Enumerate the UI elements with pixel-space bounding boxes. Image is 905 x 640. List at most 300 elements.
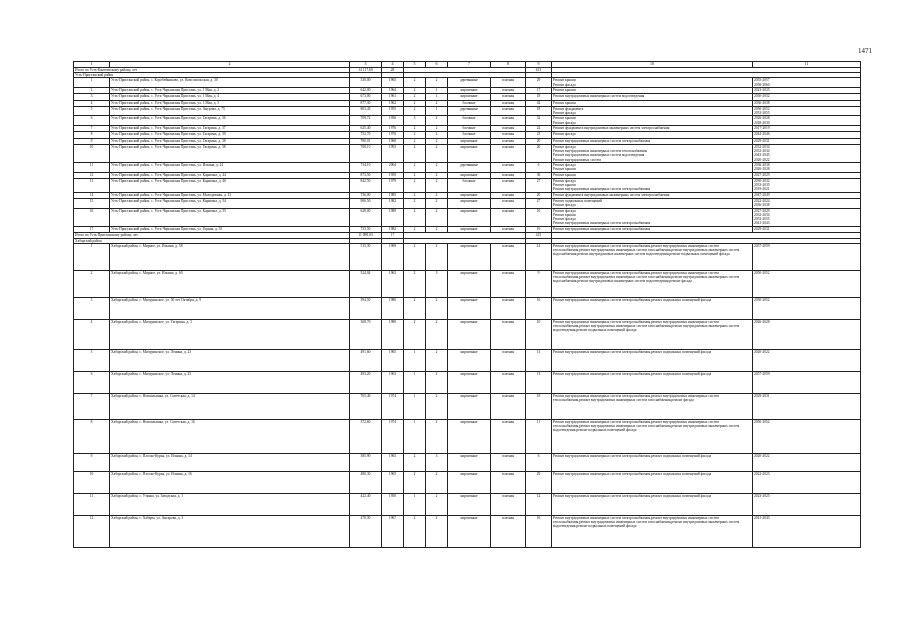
works (552, 78, 753, 88)
floors: 2 (404, 94, 426, 100)
wall-material: кирпичные (448, 192, 491, 198)
residents: 14 (526, 243, 552, 270)
address: Хабарский район, с. Мичуринское, ул. 50 лет Октября, д. 9 (110, 297, 350, 319)
residents: 20 (526, 192, 552, 198)
ownership: платная (491, 297, 526, 319)
wall-material: кирпичные (448, 88, 491, 94)
floors: 1 (404, 393, 426, 419)
entrances: 3 (426, 453, 448, 471)
floors: 1 (404, 419, 426, 453)
year: 1959 (382, 172, 404, 178)
section-total: 613 (526, 68, 552, 73)
wall-material: кирпичные (448, 144, 491, 162)
floors: 2 (404, 319, 426, 349)
wall-material: кирпичные (448, 172, 491, 178)
residents: 12 (526, 493, 552, 515)
years (753, 106, 861, 116)
section-title: Хабарский район (74, 238, 350, 243)
area: 394,50 (350, 297, 382, 319)
work-years: 2027-2029 (754, 172, 770, 177)
work-item: Ремонт внутридомовых инженерных систем водоотведения (553, 94, 645, 99)
ownership: платная (491, 227, 526, 233)
area: 733,50 (350, 227, 382, 233)
address: Хабарский район, с. Новоильинка, ул. Советская, д. 16 (110, 419, 350, 453)
entrances: 2 (426, 297, 448, 319)
area: 842,50 (350, 179, 382, 193)
residents: 13 (526, 349, 552, 371)
section-count: 28 (382, 68, 404, 73)
address: Усть-Пристанский район, с. Усть-Чарышская Пристань, ул. 1 Мая, д. 2 (110, 88, 350, 94)
floors: 2 (404, 179, 426, 193)
address: Усть-Пристанский район, с. Усть-Чарышская Пристань, ул. 1 Мая, д. 4 (110, 94, 350, 100)
column-number: 11 (753, 62, 861, 68)
year: 1979 (382, 179, 404, 193)
work-item: Ремонт крыши (553, 172, 576, 177)
year: 1963 (382, 270, 404, 297)
table-row (74, 144, 861, 162)
work-item: Ремонт крыши (553, 88, 576, 92)
table-row (74, 515, 861, 547)
table-row (74, 319, 861, 349)
year: 1974 (382, 419, 404, 453)
years: 2050-2052 (753, 270, 861, 297)
work-item: Ремонт крыши (553, 183, 576, 188)
residents: 18 (526, 393, 552, 419)
entrances: 2 (426, 172, 448, 178)
table-row (74, 453, 861, 471)
entrances: 2 (426, 163, 448, 173)
row-number: 11 (74, 163, 110, 173)
row-number: 5 (74, 106, 110, 116)
year: 1980 (382, 297, 404, 319)
wall-material: кирпичные (448, 393, 491, 419)
floors: 2 (404, 138, 426, 144)
column-number: 1 (74, 62, 110, 68)
entrances: 2 (426, 371, 448, 393)
year: 2004 (382, 163, 404, 173)
year: 1976 (382, 132, 404, 138)
year: 1989 (382, 208, 404, 226)
floors: 2 (404, 199, 426, 209)
area: 628,00 (350, 208, 382, 226)
address: Хабарский район, с. Мирное, ул. Ильина, д. 60 (110, 270, 350, 297)
ownership: платная (491, 515, 526, 547)
section-area: 14 117,69 (350, 68, 382, 73)
table-row (74, 208, 861, 226)
row-number: 8 (74, 419, 110, 453)
entrances: 2 (426, 132, 448, 138)
works: Ремонт внутридомовых инженерных систем электроснабжения,ремонт подвальных помещений фасада (552, 349, 753, 371)
residents: 42 (526, 100, 552, 106)
floors: 2 (404, 515, 426, 547)
year: 1968 (382, 138, 404, 144)
area: 736,00 (350, 192, 382, 198)
row-number: 16 (74, 208, 110, 226)
column-number: 10 (552, 62, 753, 68)
works: Ремонт внутридомовых инженерных систем электроснабжения,ремонт внутридомовых инженерных систем теплоснабжения,ремонт внутридомовых инженерных систем газоснабжения,ремонт фасада (552, 393, 753, 419)
address: Усть-Пристанский район, с. Коробейниково, ул. Комсомольская, д. 30 (110, 78, 350, 88)
area: 673,00 (350, 94, 382, 100)
entrances: 2 (426, 126, 448, 132)
works (552, 144, 753, 162)
column-number: 9 (526, 62, 552, 68)
area: 734,10 (350, 163, 382, 173)
address: Усть-Пристанский район, с. Усть-Чарышская Пристань, ул. Гагарина, д. 37 (110, 126, 350, 132)
floors: 2 (404, 270, 426, 297)
years (753, 163, 861, 173)
year: 1976 (382, 126, 404, 132)
column-number: 6 (426, 62, 448, 68)
address: Усть-Пристанский район, с. Усть-Чарышская Пристань, ул. Горная, д. 55 (110, 227, 350, 233)
work-years: 2019-2021 (754, 187, 770, 192)
years (753, 78, 861, 88)
address: Хабарский район, с. Плоско-Курья, ул. Ильина, д. 16 (110, 471, 350, 493)
row-number: 3 (74, 94, 110, 100)
table-row (74, 349, 861, 371)
entrances: 2 (426, 227, 448, 233)
residents: 16 (526, 227, 552, 233)
table-row (74, 179, 861, 193)
entrances: 2 (426, 243, 448, 270)
residents: 23 (526, 132, 552, 138)
area: 877,30 (350, 100, 382, 106)
area: 368,70 (350, 319, 382, 349)
floors: 2 (404, 471, 426, 493)
capital-repair-table (73, 61, 860, 548)
ownership: платная (491, 78, 526, 88)
address: Усть-Пристанский район, с. Усть-Чарышская Пристань, ул. Карягина, д. 44 (110, 172, 350, 178)
wall-material: кирпичные (448, 94, 491, 100)
floors: 2 (404, 192, 426, 198)
years: 2050-2052 (753, 297, 861, 319)
work-years: 2036-2038 (754, 163, 770, 168)
entrances: 2 (426, 199, 448, 209)
work-item: Ремонт внутридомовых инженерных систем теплоснабжения (553, 149, 648, 154)
ownership: платная (491, 116, 526, 126)
wall-material: деревянные (448, 106, 491, 116)
wall-material: кирпичные (448, 419, 491, 453)
works (552, 208, 753, 226)
row-number: 6 (74, 371, 110, 393)
row-number: 6 (74, 116, 110, 126)
entrances: 2 (426, 192, 448, 198)
row-number: 1 (74, 78, 110, 88)
residents: 6 (526, 163, 552, 173)
years: 2057-2059 (753, 243, 861, 270)
area: 491,60 (350, 349, 382, 371)
work-item: Ремонт внутридомовых систем (553, 157, 601, 162)
works: Ремонт внутридомовых инженерных систем электроснабжения,ремонт внутридомовых инженерных систем теплоснабжения,ремонт внутридомовых инженерных систем газоснабжения,ремонт внутридомовых инженерных систем водоотведения,ремонт подвальных помещений фасада (552, 515, 753, 547)
year: 1969 (382, 243, 404, 270)
table-row (74, 199, 861, 209)
wall-material: блочные (448, 116, 491, 126)
works: Ремонт внутридомовых инженерных систем электроснабжения,ремонт внутридомовых инженерных систем теплоснабжения,ремонт внутридомовых инженерных систем газоснабжения,ремонт внутридомовых инженерных систем водоотведения,ремонт подвальных помещений фасада (552, 419, 753, 453)
residents: 27 (526, 179, 552, 193)
years (753, 179, 861, 193)
entrances: 2 (426, 393, 448, 419)
work-item: Ремонт крыши (553, 78, 576, 83)
floors: 2 (404, 126, 426, 132)
area: 515,30 (350, 243, 382, 270)
wall-material: кирпичные (448, 270, 491, 297)
work-years: 2026-2028 (754, 167, 770, 172)
address: Хабарский район, с. Мичуринское, ул. Ленина, д. 23 (110, 349, 350, 371)
entrances: 2 (426, 116, 448, 126)
work-years: 2041-2043 (754, 221, 770, 226)
table-row (74, 116, 861, 126)
floors: 2 (404, 163, 426, 173)
address: Хабарский район, с. Мичуринское, ул. Гагарина, д. 3 (110, 319, 350, 349)
residents: 18 (526, 94, 552, 100)
area: 625,40 (350, 126, 382, 132)
year: 1955 (382, 106, 404, 116)
row-number: 10 (74, 144, 110, 162)
area: 493,20 (350, 371, 382, 393)
ownership: платная (491, 138, 526, 144)
ownership: платная (491, 493, 526, 515)
row-number: 2 (74, 270, 110, 297)
area: 803,43 (350, 106, 382, 116)
area: 422,40 (350, 493, 382, 515)
years: 2041-2043 (753, 515, 861, 547)
work-item: Ремонт фундамента внутридомовых инженерных систем электроснабжения (553, 126, 670, 131)
column-number: 7 (448, 62, 491, 68)
row-number: 17 (74, 227, 110, 233)
ownership: платная (491, 243, 526, 270)
area: 709,72 (350, 116, 382, 126)
row-number: 9 (74, 453, 110, 471)
residents: 20 (526, 144, 552, 162)
work-item: Ремонт фасада (553, 217, 576, 222)
floors: 2 (404, 243, 426, 270)
residents: 9 (526, 270, 552, 297)
work-item: Ремонт крыши (553, 167, 576, 172)
row-number: 13 (74, 179, 110, 193)
residents: 22 (526, 126, 552, 132)
wall-material: кирпичные (448, 208, 491, 226)
work-years: 2032-2034 (754, 213, 770, 218)
years: 2020-2022 (753, 349, 861, 371)
address: Усть-Пристанский район, с. Усть-Чарышская Пристань, ул. Карягина, д. 54 (110, 199, 350, 209)
work-years: 2029-2031 (754, 138, 770, 143)
year: 1963 (382, 371, 404, 393)
work-item: Ремонт внутридомовых инженерных систем электроснабжения (553, 187, 651, 192)
work-years: 2033-2035 (754, 183, 770, 188)
work-years: 2023-2025 (754, 88, 770, 92)
table-row (74, 297, 861, 319)
works: Ремонт внутридомовых инженерных систем электроснабжения,ремонт внутридомовых инженерных систем теплоснабжения,ремонт внутридомовых инженерных систем газоснабжения,ремонт внутридомовых инженерных систем водоотведения,ремонт подвальных помещений фасада (552, 319, 753, 349)
table-row (74, 243, 861, 270)
ownership: платная (491, 144, 526, 162)
ownership: платная (491, 106, 526, 116)
year: 1965 (382, 471, 404, 493)
row-number: 15 (74, 199, 110, 209)
floors: 2 (404, 144, 426, 162)
address: Усть-Пристанский район, с. Усть-Чарышская Пристань, ул. Анурова, д. 75 (110, 106, 350, 116)
floors: 2 (404, 453, 426, 471)
wall-material: кирпичные (448, 243, 491, 270)
address: Хабарский район, с. Мичуринское, ул. Ленина, д. 25 (110, 371, 350, 393)
address: Хабарский район, с. Мирное, ул. Ильина, д. 58 (110, 243, 350, 270)
work-item: Ремонт фундамента внутридомовых инженерных систем электроснабжения (553, 192, 670, 197)
area: 642,00 (350, 88, 382, 94)
entrances: 2 (426, 78, 448, 88)
address: Хабарский район, с. Новоильинка, ул. Советская, д. 14 (110, 393, 350, 419)
ownership: платная (491, 126, 526, 132)
table-row (74, 163, 861, 173)
year: 1974 (382, 393, 404, 419)
work-item: Ремонт фасада (553, 82, 576, 87)
year: 1965 (382, 349, 404, 371)
year: 1982 (382, 227, 404, 233)
years: 2022-2023 (753, 471, 861, 493)
work-item: Ремонт внутридомовых инженерных систем электроснабжения (553, 221, 651, 226)
works (552, 106, 753, 116)
table-row (74, 78, 861, 88)
section-area: 11 098,03 (350, 233, 382, 238)
row-number: 4 (74, 100, 110, 106)
residents: 29 (526, 78, 552, 88)
years: 2023-2025 (753, 493, 861, 515)
year: 1963 (382, 453, 404, 471)
table-row (74, 419, 861, 453)
column-number: 5 (404, 62, 426, 68)
address: Хабарский район, с. Утянка, ул. Заводская, д. 1 (110, 493, 350, 515)
work-item: Ремонт фасада (553, 111, 576, 116)
work-years: 2058-2060 (754, 82, 770, 87)
row-number: 12 (74, 515, 110, 547)
floors: 2 (404, 106, 426, 116)
entrances: 2 (426, 349, 448, 371)
wall-material: блочные (448, 132, 491, 138)
ownership: платная (491, 172, 526, 178)
ownership: платная (491, 100, 526, 106)
row-number: 12 (74, 172, 110, 178)
entrances: 2 (426, 419, 448, 453)
entrances: 1 (426, 88, 448, 94)
page-number: 1471 (858, 47, 872, 55)
works: Ремонт внутридомовых инженерных систем электроснабжения,ремонт внутридомовых инженерных систем теплоснабжения,ремонт внутридомовых инженерных систем газоснабжения,ремонт внутридомовых инженерных систем водоснабжения,ремонт внутридомовых инженерных систем водоотведения,ремонт фасада (552, 270, 753, 297)
address: Усть-Пристанский район, с. Усть-Чарышская Пристань, ул. Карягина, д. 46 (110, 179, 350, 193)
residents: 17 (526, 88, 552, 94)
floors: 1 (404, 493, 426, 515)
ownership: платная (491, 349, 526, 371)
work-years: 2028-2030 (754, 120, 770, 125)
floors: 2 (404, 78, 426, 88)
residents: 10 (526, 319, 552, 349)
section-total: 415 (526, 233, 552, 238)
entrances: 1 (426, 106, 448, 116)
work-years: 2026-2028 (754, 116, 770, 121)
work-item: Ремонт фасада (553, 163, 576, 168)
wall-material: кирпичные (448, 227, 491, 233)
column-number: 2 (110, 62, 350, 68)
row-number: 11 (74, 493, 110, 515)
area: 708,10 (350, 144, 382, 162)
residents: 27 (526, 199, 552, 209)
residents: 6 (526, 453, 552, 471)
work-item: Ремонт внутридомовых инженерных систем водоотведения (553, 153, 645, 158)
address: Хабарский район, с. Хабары, ул. Ангарова, д. 3 (110, 515, 350, 547)
entrances: 2 (426, 493, 448, 515)
row-number: 9 (74, 138, 110, 144)
row-number: 7 (74, 393, 110, 419)
work-item: Ремонт фасада (553, 208, 576, 213)
row-number: 10 (74, 471, 110, 493)
floors: 2 (404, 297, 426, 319)
year: 1965 (382, 78, 404, 88)
work-years: 2047-2049 (754, 192, 770, 197)
works: Ремонт внутридомовых инженерных систем электроснабжения,ремонт подвальных помещений фасада (552, 297, 753, 319)
years: 2020-2022 (753, 453, 861, 471)
work-years: 2030-2032 (754, 94, 770, 99)
wall-material: блочные (448, 100, 491, 106)
years: 2029-2031 (753, 393, 861, 419)
wall-material: кирпичные (448, 471, 491, 493)
wall-material: кирпичные (448, 297, 491, 319)
wall-material: кирпичные (448, 199, 491, 209)
wall-material: кирпичные (448, 349, 491, 371)
works: Ремонт внутридомовых инженерных систем электроснабжения,ремонт внутридомовых инженерных систем теплоснабжения,ремонт внутридомовых инженерных систем газоснабжения,ремонт внутридомовых инженерных систем водоснабжения,ремонт внутридомовых инженерных систем водоотведения,ремонт подвальных помещений фасада (552, 243, 753, 270)
row-number: 5 (74, 349, 110, 371)
entrances: 1 (426, 94, 448, 100)
year: 1950 (382, 493, 404, 515)
ownership: платная (491, 192, 526, 198)
work-years: 2036-2038 (754, 203, 770, 208)
floors: 3 (404, 116, 426, 126)
entrances: 2 (426, 515, 448, 547)
year: 1993 (382, 144, 404, 162)
row-number: 3 (74, 297, 110, 319)
work-item: Ремонт фасада (553, 203, 576, 208)
wall-material: деревянные (448, 78, 491, 88)
entrances: 2 (426, 144, 448, 162)
floors: 1 (404, 349, 426, 371)
works (552, 179, 753, 193)
ownership: платная (491, 88, 526, 94)
works (552, 116, 753, 126)
ownership: платная (491, 471, 526, 493)
work-item: Ремонт фасада (553, 120, 576, 125)
residents: 32 (526, 116, 552, 126)
residents: 11 (526, 419, 552, 453)
row-number: 7 (74, 126, 110, 132)
work-years: 2029-2031 (754, 227, 770, 232)
area: 372,60 (350, 419, 382, 453)
year: 1985 (382, 192, 404, 198)
work-item: Ремонт внутридомовых инженерных систем электроснабжения (553, 227, 651, 232)
work-years: 2017-2019 (754, 126, 770, 131)
address: Усть-Пристанский район, с. Усть-Чарышская Пристань, ул. Карягина, д. 55 (110, 208, 350, 226)
table-row (74, 270, 861, 297)
work-years: 2053-2055 (754, 111, 770, 116)
years: 2057-2059 (753, 371, 861, 393)
ownership: платная (491, 208, 526, 226)
wall-material: деревянные (448, 163, 491, 173)
residents: 16 (526, 515, 552, 547)
ownership: платная (491, 163, 526, 173)
section-title: Итого по Усть-Пристанскому району, лет (74, 233, 350, 238)
table-row (74, 371, 861, 393)
ownership: платная (491, 453, 526, 471)
floors: 2 (404, 132, 426, 138)
work-item: Ремонт подвальных помещений (553, 199, 602, 204)
ownership: платная (491, 179, 526, 193)
ownership: платная (491, 371, 526, 393)
wall-material: кирпичные (448, 453, 491, 471)
entrances: 2 (426, 319, 448, 349)
row-number: 4 (74, 319, 110, 349)
